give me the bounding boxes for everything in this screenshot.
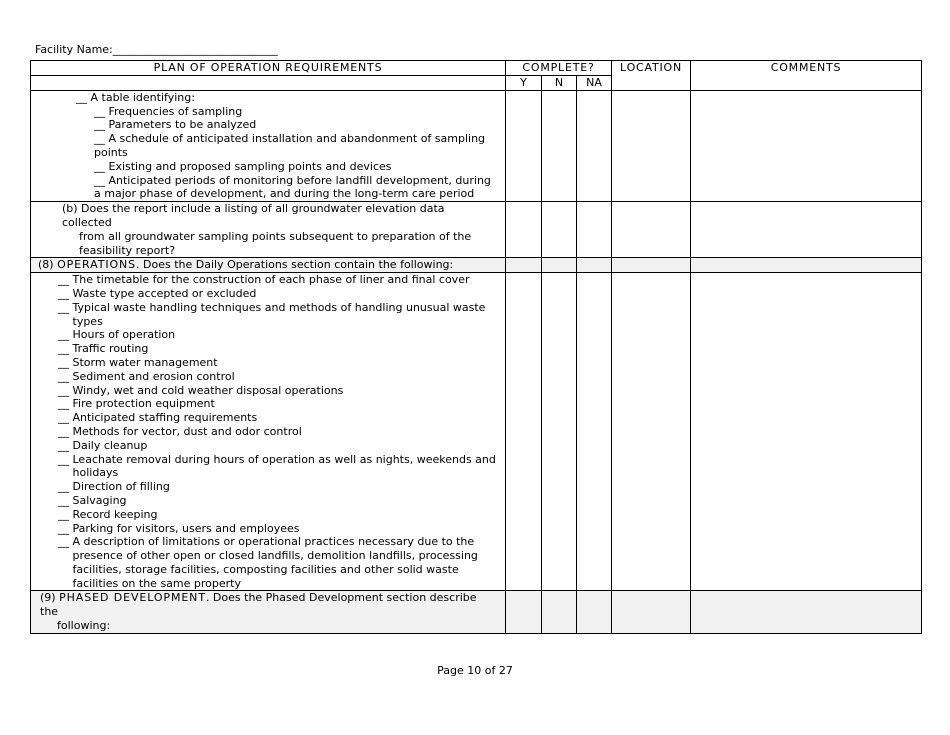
na-cell[interactable] [577, 273, 612, 591]
question-b-line: feasibility report? [79, 243, 176, 257]
subheader-y: Y [506, 76, 542, 91]
check-blank[interactable]: __ [58, 535, 69, 549]
list-item [31, 287, 497, 301]
facility-name-label: Facility Name: [35, 43, 113, 56]
list-item [31, 301, 497, 329]
list-item [31, 508, 497, 522]
question-b-line: from all groundwater sampling points subsequent to preparation of the [79, 229, 472, 243]
check-blank[interactable]: __ [58, 521, 69, 535]
item-text: Waste type accepted or excluded [72, 286, 257, 300]
n-cell[interactable] [542, 90, 577, 201]
list-item [31, 118, 497, 132]
list-item [31, 328, 497, 342]
table-row [31, 273, 922, 591]
check-blank[interactable]: __ [58, 286, 69, 300]
section-8-heading [31, 258, 506, 273]
header-comments: COMMENTS [691, 61, 922, 91]
section-9-heading [31, 591, 506, 633]
section-text-cont: following: [57, 619, 111, 633]
check-blank[interactable]: __ [58, 424, 69, 438]
requirement-cell [31, 90, 506, 201]
check-blank[interactable]: __ [58, 438, 69, 452]
comments-cell[interactable] [691, 90, 922, 201]
na-cell[interactable] [577, 258, 612, 273]
item-text: Frequencies of sampling [108, 104, 243, 118]
check-blank[interactable]: __ [58, 355, 69, 369]
subheader-na: NA [577, 76, 612, 91]
item-text: Windy, wet and cold weather disposal operations [72, 383, 344, 397]
table-row [31, 90, 922, 201]
section-number: (8) [38, 258, 54, 272]
item-text: Hours of operation [72, 328, 176, 342]
comments-cell[interactable] [691, 591, 922, 633]
list-item [31, 480, 497, 494]
subheader-n: N [542, 76, 577, 91]
list-item [31, 411, 497, 425]
list-item [31, 397, 497, 411]
check-blank[interactable]: __ [58, 411, 69, 425]
check-blank[interactable]: __ [58, 328, 69, 342]
section-number: (9) [40, 591, 56, 605]
item-text: Existing and proposed sampling points and devices [108, 159, 392, 173]
y-cell[interactable] [506, 90, 542, 201]
n-cell[interactable] [542, 202, 577, 258]
check-blank[interactable]: __ [76, 90, 87, 104]
y-cell[interactable] [506, 202, 542, 258]
header-complete: COMPLETE? [506, 61, 612, 76]
item-text: The timetable for the construction of each phase of liner and final cover [72, 273, 470, 287]
item-text: Parameters to be analyzed [108, 118, 257, 132]
list-item [31, 105, 497, 119]
section-row [31, 258, 922, 273]
check-blank[interactable]: __ [58, 342, 69, 356]
header-row [31, 61, 922, 76]
n-cell[interactable] [542, 258, 577, 273]
check-blank[interactable]: __ [58, 493, 69, 507]
list-item [31, 494, 497, 508]
check-blank[interactable]: __ [58, 369, 69, 383]
check-blank[interactable]: __ [58, 397, 69, 411]
subheader-empty [31, 76, 506, 91]
y-cell[interactable] [506, 591, 542, 633]
list-item [31, 370, 497, 384]
y-cell[interactable] [506, 258, 542, 273]
item-text: A schedule of anticipated installation and abandonment of sampling points [94, 132, 486, 159]
check-blank[interactable]: __ [94, 159, 105, 173]
check-blank[interactable]: __ [58, 507, 69, 521]
list-item [31, 535, 497, 590]
location-cell[interactable] [612, 202, 691, 258]
requirement-cell [31, 273, 506, 591]
na-cell[interactable] [577, 591, 612, 633]
location-cell[interactable] [612, 591, 691, 633]
item-text: A description of limitations or operational practices necessary due to the presence of other open or closed landfills, demolition landfills, processing facilities, storage facilities, composting facilities and other solid waste facilities on the same property [72, 535, 478, 590]
question-b-line: (b) Does the report include a listing of all groundwater elevation data collected [62, 202, 445, 229]
item-text: Typical waste handling techniques and methods of handling unusual waste types [72, 300, 486, 328]
section-row [31, 591, 922, 633]
header-location: LOCATION [612, 61, 691, 91]
check-blank[interactable]: __ [58, 452, 69, 466]
list-item [31, 453, 497, 481]
list-item [31, 342, 497, 356]
checklist-table [30, 60, 922, 634]
n-cell[interactable] [542, 591, 577, 633]
check-blank[interactable]: __ [58, 300, 69, 314]
item-text: Methods for vector, dust and odor control [72, 424, 302, 438]
check-blank[interactable]: __ [94, 173, 105, 187]
item-text: A table identifying: [90, 90, 195, 104]
list-item [31, 522, 497, 536]
facility-name-blank[interactable]: ______________________________ [112, 43, 278, 56]
comments-cell[interactable] [691, 273, 922, 591]
item-text: Leachate removal during hours of operation as well as nights, weekends and holidays [72, 452, 496, 480]
list-item [31, 91, 497, 105]
comments-cell[interactable] [691, 258, 922, 273]
check-blank[interactable]: __ [94, 132, 105, 146]
item-text: Direction of filling [72, 480, 170, 494]
list-item [31, 356, 497, 370]
list-item [31, 174, 497, 202]
item-text: Fire protection equipment [72, 397, 215, 411]
item-text: Sediment and erosion control [72, 369, 235, 383]
na-cell[interactable] [577, 90, 612, 201]
item-text: Salvaging [72, 493, 127, 507]
facility-name-line [35, 43, 278, 56]
list-item [31, 273, 497, 287]
item-text: Traffic routing [72, 342, 149, 356]
section-text: . Does the Daily Operations section contain the following: [136, 258, 454, 272]
location-cell[interactable] [612, 258, 691, 273]
requirement-cell [31, 202, 506, 258]
section-title: PHASED DEVELOPMENT [59, 591, 206, 605]
item-text: Anticipated periods of monitoring before landfill development, during a major phase of development, and during the long-term care period [94, 173, 491, 201]
item-text: Storm water management [72, 355, 218, 369]
check-blank[interactable]: __ [58, 273, 69, 287]
list-item [31, 439, 497, 453]
list-item [31, 384, 497, 398]
section-text: . Does the Phased Development section describe the [40, 591, 477, 619]
table-row [31, 202, 922, 258]
check-blank[interactable]: __ [58, 383, 69, 397]
section-title: OPERATIONS [57, 258, 137, 272]
check-blank[interactable]: __ [94, 118, 105, 132]
na-cell[interactable] [577, 202, 612, 258]
list-item [31, 160, 497, 174]
item-text: Record keeping [72, 507, 158, 521]
item-text: Parking for visitors, users and employees [72, 521, 300, 535]
y-cell[interactable] [506, 273, 542, 591]
item-text: Anticipated staffing requirements [72, 411, 258, 425]
check-blank[interactable]: __ [58, 480, 69, 494]
list-item [31, 425, 497, 439]
n-cell[interactable] [542, 273, 577, 591]
location-cell[interactable] [612, 273, 691, 591]
page-number: Page 10 of 27 [437, 664, 513, 677]
check-blank[interactable]: __ [94, 104, 105, 118]
location-cell[interactable] [612, 90, 691, 201]
header-requirements: PLAN OF OPERATION REQUIREMENTS [31, 61, 506, 76]
list-item [31, 132, 497, 160]
item-text: Daily cleanup [72, 438, 148, 452]
comments-cell[interactable] [691, 202, 922, 258]
